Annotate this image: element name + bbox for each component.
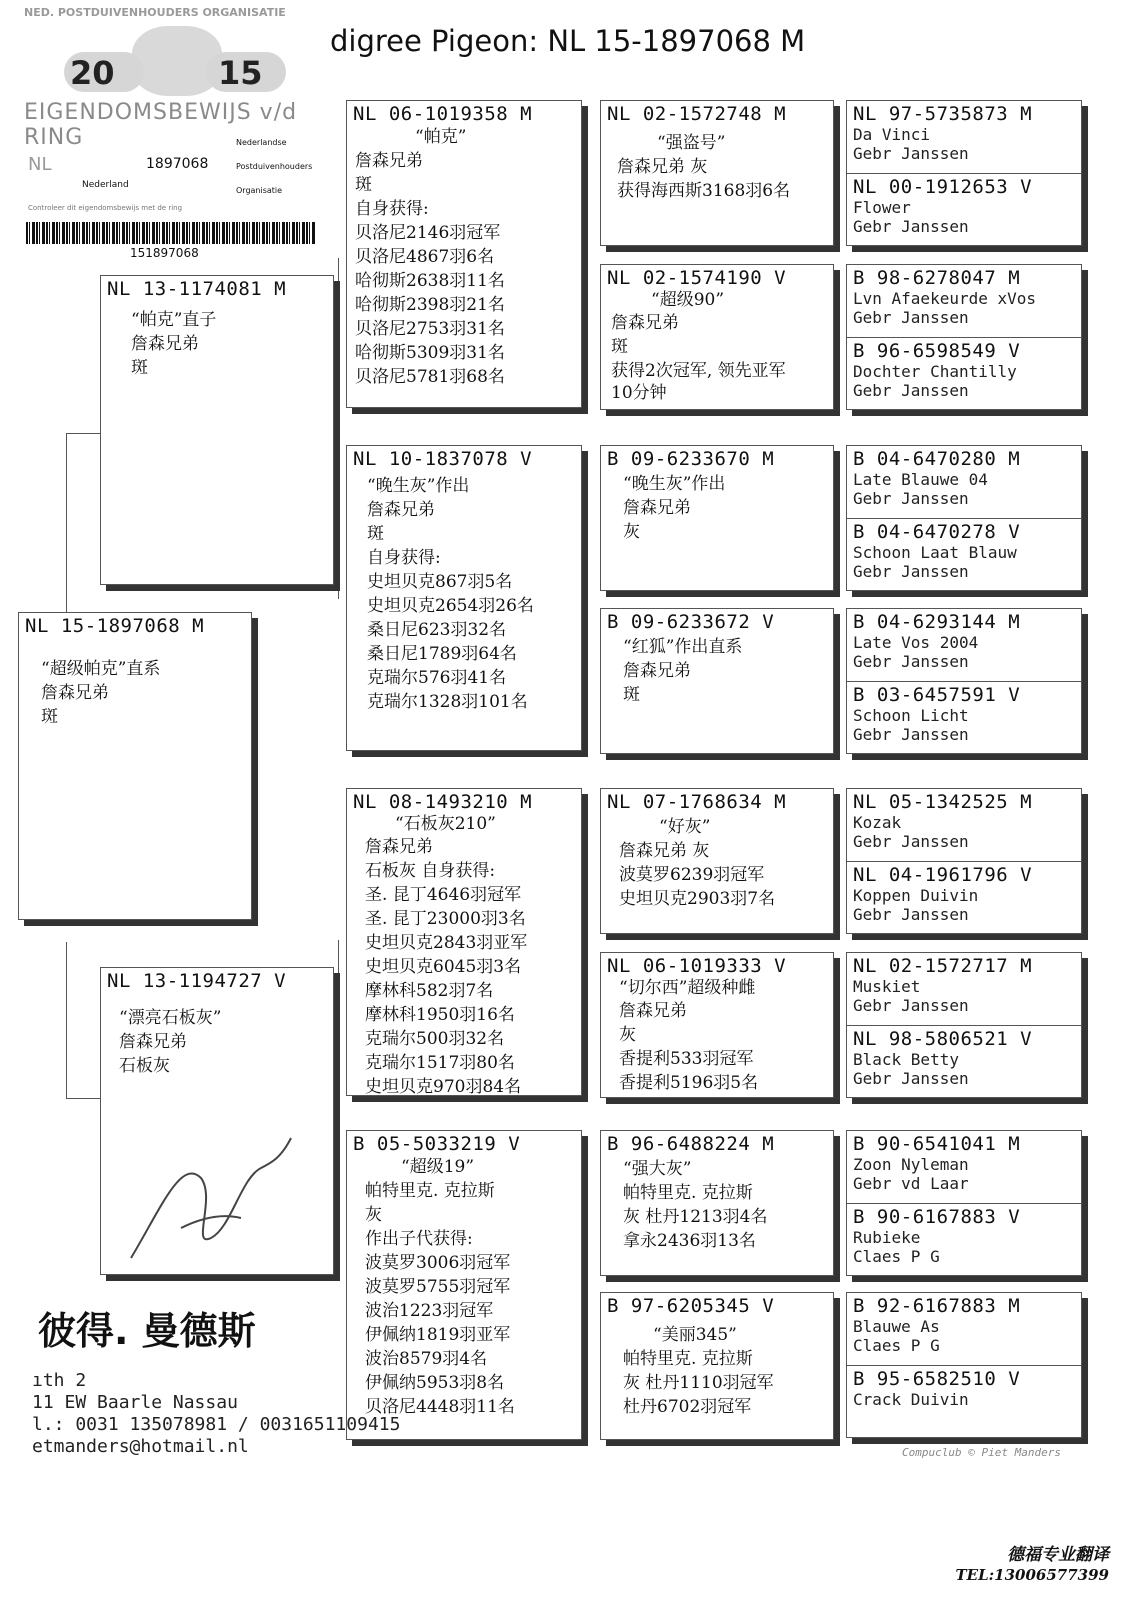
ring-note: Controleer dit eigendomsbewijs met de ring bbox=[28, 204, 183, 212]
gen4-line: Koppen Duivin bbox=[853, 886, 979, 905]
gen3-line: 香提利533羽冠军 bbox=[619, 1049, 754, 1069]
gen2-line: 詹森兄弟 bbox=[367, 500, 435, 520]
gen3-line: 詹森兄弟 bbox=[623, 498, 691, 518]
gen4-id: B 04-6293144 M bbox=[853, 611, 1021, 633]
gen3-line: 10分钟 bbox=[611, 383, 667, 403]
gen2-line: 自身获得: bbox=[367, 548, 441, 568]
ring-number: 1897068 bbox=[146, 156, 209, 172]
gen2-line: 克瑞尔1328羽101名 bbox=[367, 692, 528, 712]
gen4-line: Gebr Janssen bbox=[853, 996, 969, 1015]
gen3-line: 斑 bbox=[611, 337, 628, 357]
gen3-id: NL 02-1574190 V bbox=[607, 267, 787, 289]
gen2-line: 克瑞尔500羽32名 bbox=[365, 1029, 505, 1049]
gen2-id: NL 06-1019358 M bbox=[353, 103, 533, 125]
gen2-line: 桑日尼1789羽64名 bbox=[367, 644, 517, 664]
gen3-id: B 09-6233672 V bbox=[607, 611, 775, 633]
gen4-id: B 03-6457591 V bbox=[853, 684, 1021, 706]
ring-year-right: 15 bbox=[218, 54, 263, 92]
dam-box bbox=[100, 967, 334, 1275]
gen4-id: B 92-6167883 M bbox=[853, 1295, 1021, 1317]
gen3-line: 史坦贝克2903羽7名 bbox=[619, 889, 776, 909]
page-title: digree Pigeon: NL 15-1897068 M bbox=[330, 24, 806, 58]
gen2-box bbox=[346, 445, 582, 751]
signature-scribble bbox=[121, 1118, 301, 1268]
sire-id: NL 13-1174081 M bbox=[107, 278, 287, 300]
gen4-pair bbox=[846, 788, 1082, 934]
gen4-line: Da Vinci bbox=[853, 125, 931, 144]
gen3-line: 波莫罗6239羽冠军 bbox=[619, 865, 765, 885]
ring-band-text: EIGENDOMSBEWIJS v/d RING bbox=[24, 100, 298, 150]
sire-line: “帕克”直子 bbox=[131, 310, 217, 330]
gen2-line: 斑 bbox=[355, 175, 372, 195]
gen4-id: B 04-6470278 V bbox=[853, 521, 1021, 543]
gen4-line: Blauwe As bbox=[853, 1317, 940, 1336]
subject-id: NL 15-1897068 M bbox=[25, 615, 205, 637]
gen2-line: 帕特里克. 克拉斯 bbox=[365, 1181, 495, 1201]
gen3-line: 拿永2436羽13名 bbox=[623, 1231, 756, 1251]
gen2-line: “超级19” bbox=[401, 1157, 475, 1177]
ring-org-line2: Postduivenhouders bbox=[236, 162, 313, 171]
gen3-line: “晚生灰”作出 bbox=[623, 474, 726, 494]
gen2-line: 贝洛尼2753羽31名 bbox=[355, 319, 505, 339]
ring-certificate bbox=[22, 0, 322, 262]
gen2-id: NL 08-1493210 M bbox=[353, 791, 533, 813]
ring-org-line3: Organisatie bbox=[236, 186, 283, 195]
gen2-line: 伊佩纳1819羽亚军 bbox=[365, 1325, 511, 1345]
ring-barcode-number: 151897068 bbox=[130, 246, 199, 260]
gen2-line: 哈彻斯2398羽21名 bbox=[355, 295, 505, 315]
gen4-id: NL 05-1342525 M bbox=[853, 791, 1033, 813]
gen2-box bbox=[346, 788, 582, 1096]
gen2-line: 哈彻斯2638羽11名 bbox=[355, 271, 505, 291]
gen3-line: 詹森兄弟 灰 bbox=[619, 841, 710, 861]
gen4-line: Gebr Janssen bbox=[853, 489, 969, 508]
gen3-box bbox=[600, 264, 834, 410]
gen3-line: 获得2次冠军, 领先亚军 bbox=[611, 361, 786, 381]
gen2-line: 圣. 昆丁23000羽3名 bbox=[365, 909, 526, 929]
gen2-line: 史坦贝克6045羽3名 bbox=[365, 957, 522, 977]
gen2-line: 桑日尼623羽32名 bbox=[367, 620, 507, 640]
gen4-pair bbox=[846, 952, 1082, 1098]
gen2-line: “石板灰210” bbox=[395, 814, 496, 834]
gen3-line: “好灰” bbox=[659, 817, 711, 837]
subject-line: 斑 bbox=[41, 707, 58, 727]
dam-line: “漂亮石板灰” bbox=[119, 1008, 222, 1028]
gen4-line: Gebr Janssen bbox=[853, 832, 969, 851]
gen4-line: Gebr Janssen bbox=[853, 562, 969, 581]
gen4-id: B 90-6167883 V bbox=[853, 1206, 1021, 1228]
gen4-line: Crack Duivin bbox=[853, 1390, 969, 1409]
gen2-box bbox=[346, 100, 582, 408]
owner-phone: l.: 0031 135078981 / 0031651109415 bbox=[32, 1414, 401, 1435]
gen2-line: 波莫罗3006羽冠军 bbox=[365, 1253, 511, 1273]
gen4-id: NL 04-1961796 V bbox=[853, 864, 1033, 886]
gen2-id: B 05-5033219 V bbox=[353, 1133, 521, 1155]
gen4-pair bbox=[846, 100, 1082, 246]
gen4-line: Dochter Chantilly bbox=[853, 362, 1017, 381]
sire-line: 斑 bbox=[131, 358, 148, 378]
ring-org: NED. POSTDUIVENHOUDERS ORGANISATIE bbox=[24, 6, 286, 19]
gen2-line: 贝洛尼4867羽6名 bbox=[355, 247, 495, 267]
gen3-line: 灰 bbox=[623, 522, 640, 542]
gen4-pair bbox=[846, 1292, 1082, 1438]
sire-line: 詹森兄弟 bbox=[131, 334, 199, 354]
gen4-line: Kozak bbox=[853, 813, 902, 832]
gen3-box bbox=[600, 445, 834, 591]
gen3-line: 詹森兄弟 灰 bbox=[617, 157, 708, 177]
gen4-line: Gebr Janssen bbox=[853, 308, 969, 327]
dam-line: 石板灰 bbox=[119, 1056, 170, 1076]
gen2-line: 史坦贝克867羽5名 bbox=[367, 572, 513, 592]
gen3-line: 帕特里克. 克拉斯 bbox=[623, 1349, 753, 1369]
gen4-line: Black Betty bbox=[853, 1050, 959, 1069]
gen2-line: 贝洛尼4448羽11名 bbox=[365, 1397, 515, 1417]
gen4-line: Schoon Licht bbox=[853, 706, 969, 725]
gen4-id: B 96-6598549 V bbox=[853, 340, 1021, 362]
gen3-box bbox=[600, 100, 834, 246]
gen2-line: 史坦贝克2654羽26名 bbox=[367, 596, 534, 616]
gen2-line: 史坦贝克2843羽亚军 bbox=[365, 933, 528, 953]
gen3-box bbox=[600, 788, 834, 934]
gen4-pair bbox=[846, 608, 1082, 754]
gen4-line: Schoon Laat Blauw bbox=[853, 543, 1017, 562]
gen4-id: B 95-6582510 V bbox=[853, 1368, 1021, 1390]
gen3-line: 帕特里克. 克拉斯 bbox=[623, 1183, 753, 1203]
gen3-line: 香提利5196羽5名 bbox=[619, 1073, 759, 1093]
gen3-line: “强大灰” bbox=[623, 1159, 692, 1179]
gen4-line: Gebr vd Laar bbox=[853, 1174, 969, 1193]
gen2-line: 克瑞尔1517羽80名 bbox=[365, 1053, 515, 1073]
gen2-line: 摩林科1950羽16名 bbox=[365, 1005, 515, 1025]
owner-name: 彼得. 曼德斯 bbox=[38, 1309, 256, 1353]
dam-id: NL 13-1194727 V bbox=[107, 970, 287, 992]
dam-line: 詹森兄弟 bbox=[119, 1032, 187, 1052]
ring-nation: Nederland bbox=[82, 180, 129, 190]
ring-barcode bbox=[26, 222, 316, 244]
gen3-line: 詹森兄弟 bbox=[611, 313, 679, 333]
gen3-line: 杜丹6702羽冠军 bbox=[623, 1397, 752, 1417]
gen4-line: Rubieke bbox=[853, 1228, 921, 1247]
software-credit: Compuclub © Piet Manders bbox=[902, 1446, 1061, 1459]
gen4-pair bbox=[846, 264, 1082, 410]
gen4-line: Claes P G bbox=[853, 1336, 940, 1355]
ring-year-left: 20 bbox=[70, 54, 115, 92]
gen2-line: 哈彻斯5309羽31名 bbox=[355, 343, 505, 363]
ring-country: NL bbox=[28, 154, 52, 175]
gen2-line: 贝洛尼2146羽冠军 bbox=[355, 223, 501, 243]
translator-tel: TEL:13006577399 bbox=[955, 1566, 1109, 1584]
gen4-line: Claes P G bbox=[853, 1247, 940, 1266]
gen3-id: B 96-6488224 M bbox=[607, 1133, 775, 1155]
gen3-id: NL 07-1768634 M bbox=[607, 791, 787, 813]
gen2-line: 詹森兄弟 bbox=[355, 151, 423, 171]
gen3-line: 灰 bbox=[619, 1025, 636, 1045]
gen2-line: 自身获得: bbox=[355, 199, 429, 219]
gen2-line: 詹森兄弟 bbox=[365, 837, 433, 857]
gen2-line: 摩林科582羽7名 bbox=[365, 981, 494, 1001]
gen4-id: NL 97-5735873 M bbox=[853, 103, 1033, 125]
gen3-line: 斑 bbox=[623, 685, 640, 705]
gen2-line: 灰 bbox=[365, 1205, 382, 1225]
translator-name: 德福专业翻译 bbox=[1007, 1545, 1109, 1565]
gen4-line: Zoon Nyleman bbox=[853, 1155, 969, 1174]
gen2-line: 作出子代获得: bbox=[365, 1229, 473, 1249]
gen2-line: 波治1223羽冠军 bbox=[365, 1301, 494, 1321]
gen2-line: 圣. 昆丁4646羽冠军 bbox=[365, 885, 522, 905]
gen4-line: Muskiet bbox=[853, 977, 921, 996]
gen4-line: Flower bbox=[853, 198, 911, 217]
gen3-line: “美丽345” bbox=[653, 1325, 737, 1345]
gen3-id: NL 06-1019333 V bbox=[607, 955, 787, 977]
gen4-pair bbox=[846, 445, 1082, 591]
gen4-id: NL 02-1572717 M bbox=[853, 955, 1033, 977]
gen3-line: “切尔西”超级种雌 bbox=[619, 978, 756, 998]
gen4-id: B 04-6470280 M bbox=[853, 448, 1021, 470]
subject-line: 詹森兄弟 bbox=[41, 683, 109, 703]
gen4-id: NL 98-5806521 V bbox=[853, 1028, 1033, 1050]
gen4-line: Lvn Afaekeurde xVos bbox=[853, 289, 1037, 308]
gen3-line: 詹森兄弟 bbox=[623, 661, 691, 681]
gen3-line: “强盗号” bbox=[657, 133, 726, 153]
gen2-line: 波治8579羽4名 bbox=[365, 1349, 488, 1369]
gen4-line: Gebr Janssen bbox=[853, 217, 969, 236]
gen2-id: NL 10-1837078 V bbox=[353, 448, 533, 470]
subject-line: “超级帕克”直系 bbox=[41, 659, 161, 679]
gen4-line: Gebr Janssen bbox=[853, 652, 969, 671]
gen3-box bbox=[600, 1292, 834, 1440]
ring-org-line1: Nederlandse bbox=[236, 138, 287, 147]
gen3-line: 获得海西斯3168羽6名 bbox=[617, 181, 791, 201]
gen3-line: “超级90” bbox=[651, 290, 725, 310]
gen4-id: NL 00-1912653 V bbox=[853, 176, 1033, 198]
owner-address-line: 11 EW Baarle Nassau bbox=[32, 1392, 238, 1413]
gen2-line: 斑 bbox=[367, 524, 384, 544]
gen3-id: NL 02-1572748 M bbox=[607, 103, 787, 125]
gen3-line: 灰 杜丹1213羽4名 bbox=[623, 1207, 768, 1227]
sire-box bbox=[100, 275, 334, 585]
gen4-line: Gebr Janssen bbox=[853, 725, 969, 744]
gen2-line: 波莫罗5755羽冠军 bbox=[365, 1277, 511, 1297]
gen3-box bbox=[600, 608, 834, 754]
gen2-line: 克瑞尔576羽41名 bbox=[367, 668, 507, 688]
owner-address-line: ıth 2 bbox=[32, 1370, 87, 1391]
gen4-line: Gebr Janssen bbox=[853, 381, 969, 400]
gen3-line: 灰 杜丹1110羽冠军 bbox=[623, 1373, 774, 1393]
gen2-line: 史坦贝克970羽84名 bbox=[365, 1077, 522, 1097]
gen4-line: Gebr Janssen bbox=[853, 905, 969, 924]
gen2-line: “帕克” bbox=[415, 127, 467, 147]
gen4-pair bbox=[846, 1130, 1082, 1276]
gen3-line: “红狐”作出直系 bbox=[623, 637, 743, 657]
gen3-box bbox=[600, 1130, 834, 1276]
gen4-line: Late Vos 2004 bbox=[853, 633, 979, 652]
gen3-id: B 97-6205345 V bbox=[607, 1295, 775, 1317]
gen2-line: 石板灰 自身获得: bbox=[365, 861, 496, 881]
gen4-id: B 98-6278047 M bbox=[853, 267, 1021, 289]
gen3-box bbox=[600, 952, 834, 1098]
gen2-line: 伊佩纳5953羽8名 bbox=[365, 1373, 505, 1393]
gen2-box bbox=[346, 1130, 582, 1440]
gen4-line: Late Blauwe 04 bbox=[853, 470, 988, 489]
gen3-id: B 09-6233670 M bbox=[607, 448, 775, 470]
gen3-line: 詹森兄弟 bbox=[619, 1001, 687, 1021]
gen4-line: Gebr Janssen bbox=[853, 144, 969, 163]
subject-box bbox=[18, 612, 252, 920]
gen2-line: 贝洛尼5781羽68名 bbox=[355, 367, 505, 387]
gen4-id: B 90-6541041 M bbox=[853, 1133, 1021, 1155]
gen4-line: Gebr Janssen bbox=[853, 1069, 969, 1088]
gen2-line: “晚生灰”作出 bbox=[367, 476, 470, 496]
owner-email: etmanders@hotmail.nl bbox=[32, 1436, 249, 1457]
